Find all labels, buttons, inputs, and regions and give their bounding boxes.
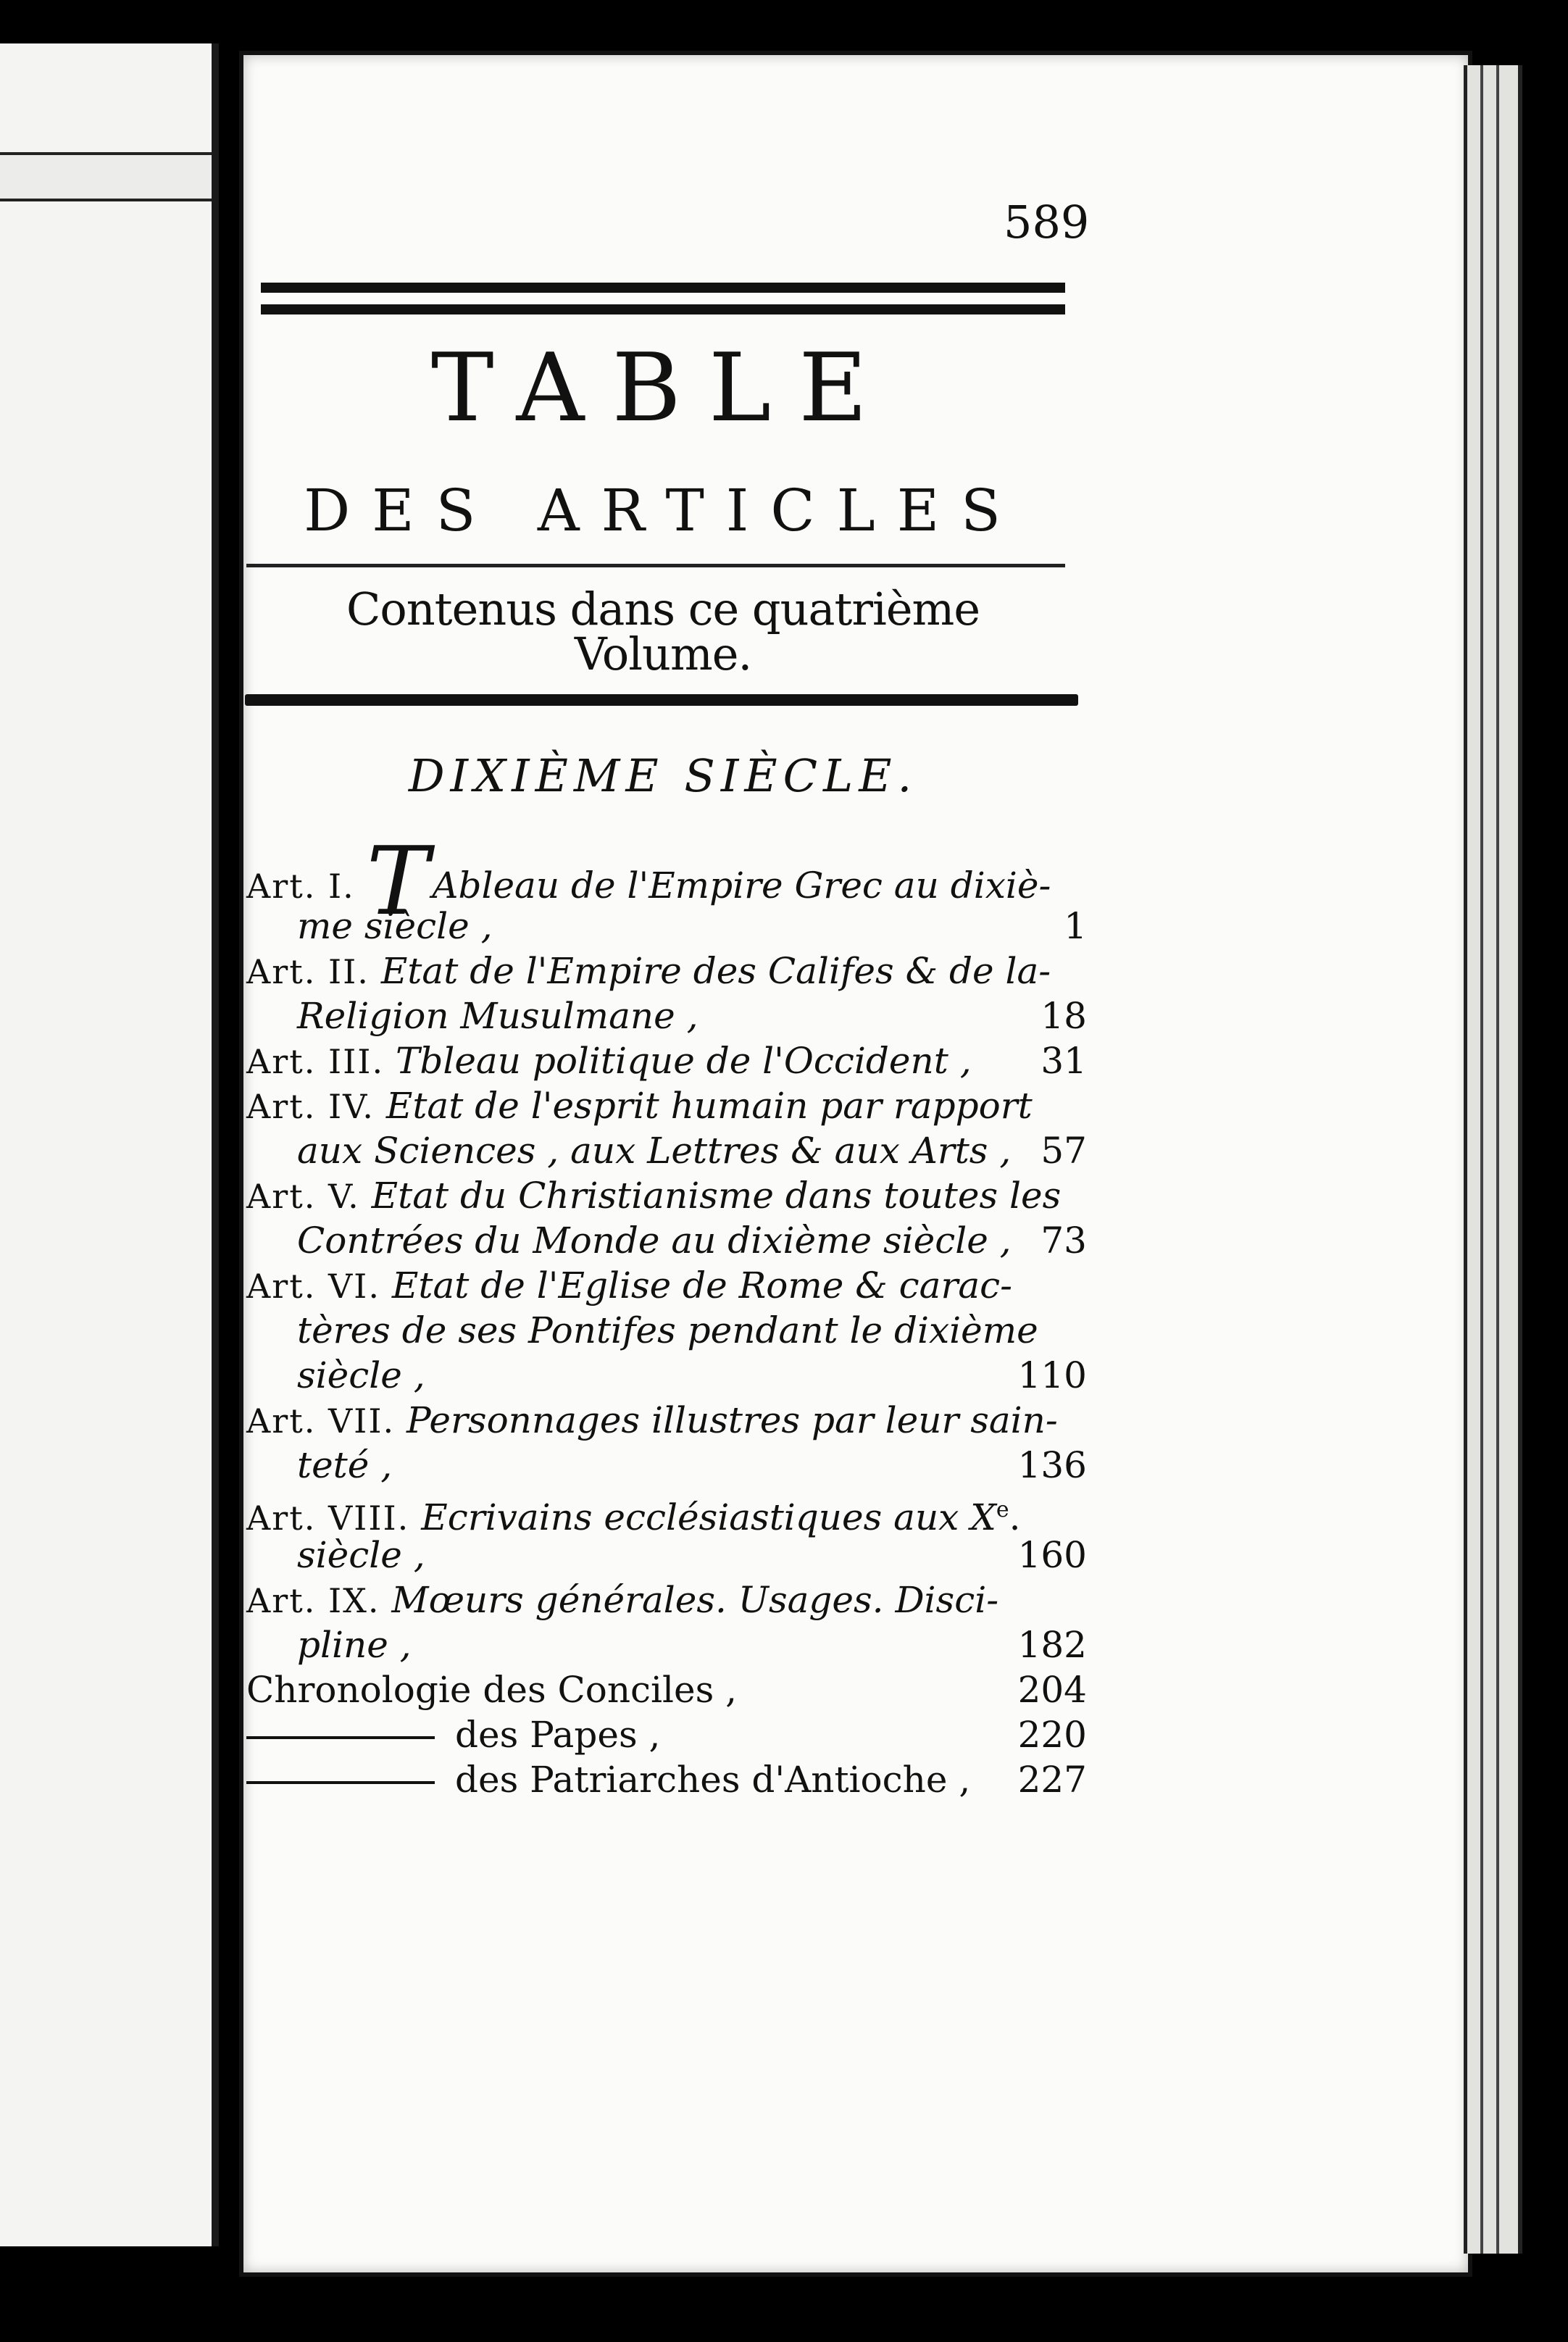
entry-title-line: Tbleau politique de l'Occident , — [395, 1040, 972, 1082]
entry-title-line: tères de ses Pontifes pendant le dixième — [297, 1309, 1038, 1351]
entry-title-line: aux Sciences , aux Lettres & aux Arts , — [297, 1130, 1012, 1172]
entry-page-number: 31 — [1041, 1040, 1087, 1082]
entry-title-line: Etat du Christianisme dans toutes les — [371, 1175, 1062, 1217]
entry-label: Art. III. — [246, 1042, 385, 1081]
toc-entry-art-9[interactable] — [246, 1578, 1087, 1667]
entry-page-number: 204 — [1017, 1669, 1087, 1711]
entry-title-line: pline , — [297, 1624, 412, 1666]
contents-description: Contenus dans ce quatrième Volume. — [346, 583, 980, 680]
ditto-dash — [246, 1736, 435, 1739]
entry-title-line: Etat de l'Empire des Califes & de la- — [380, 950, 1051, 992]
toc-entry-chronology-patriarchs[interactable] — [246, 1757, 1087, 1802]
chronology-title: des Papes , — [455, 1714, 661, 1756]
entry-title-end: . — [1009, 1496, 1021, 1538]
toc-entry-art-1[interactable] — [246, 826, 1087, 949]
entry-page-number: 227 — [1017, 1759, 1087, 1801]
toc-entry-art-2[interactable] — [246, 949, 1087, 1038]
facing-page-fragment — [0, 43, 219, 2246]
entry-label: Art. VI. — [246, 1267, 380, 1306]
toc-entry-art-4[interactable] — [246, 1083, 1087, 1173]
toc-entry-art-7[interactable] — [246, 1398, 1087, 1488]
entry-label: Art. I. — [246, 867, 355, 906]
entry-page-number: 136 — [1017, 1444, 1087, 1486]
toc-entry-art-5[interactable] — [246, 1173, 1087, 1263]
entry-label: Art. VIII. — [246, 1499, 410, 1538]
century-heading: DIXIÈME SIÈCLE. — [408, 749, 918, 802]
entry-page-number: 182 — [1017, 1624, 1087, 1666]
entry-title-line: Contrées du Monde au dixième siècle , — [297, 1220, 1012, 1262]
table-of-contents — [246, 826, 1087, 1802]
entry-label: Art. IV. — [246, 1087, 375, 1126]
entry-title-line: Religion Musulmane , — [297, 995, 698, 1037]
entry-title-line: Etat de l'Eglise de Rome & carac- — [391, 1264, 1013, 1307]
superscript: e — [996, 1497, 1009, 1522]
page-number: 589 — [1004, 196, 1090, 249]
toc-entry-chronology-councils[interactable] — [246, 1667, 1087, 1712]
toc-entry-art-3[interactable] — [246, 1038, 1087, 1083]
entry-page-number: 73 — [1041, 1220, 1087, 1262]
entry-page-number: 110 — [1017, 1354, 1087, 1396]
entry-page-number: 57 — [1041, 1130, 1087, 1172]
double-rule-divider — [261, 283, 1065, 314]
entry-title-line: Etat de l'esprit humain par rapport — [385, 1085, 1033, 1127]
entry-page-number: 220 — [1017, 1714, 1087, 1756]
thick-rule-divider — [245, 694, 1078, 706]
entry-label: Art. V. — [246, 1177, 360, 1216]
chronology-title: Chronologie des Conciles , — [246, 1669, 738, 1711]
entry-title-line: siècle , — [297, 1534, 425, 1576]
entry-title-line: Ableau de l'Empire Grec au dixiè- — [432, 864, 1051, 907]
toc-entry-chronology-popes[interactable] — [246, 1712, 1087, 1757]
entry-page-number: 18 — [1041, 995, 1087, 1037]
entry-page-number: 160 — [1017, 1534, 1087, 1576]
page-title: TABLE — [430, 333, 896, 443]
entry-title-line: Personnages illustres par leur sain- — [406, 1399, 1058, 1441]
page-subtitle: DES ARTICLES — [304, 477, 1022, 544]
entry-label: Art. II. — [246, 952, 370, 991]
entry-title-line: teté , — [297, 1444, 393, 1486]
thin-rule-divider — [246, 564, 1065, 567]
entry-page-number: 1 — [1064, 905, 1087, 947]
toc-entry-art-6[interactable] — [246, 1263, 1087, 1398]
entry-title-line: Ecrivains ecclésiastiques aux X — [421, 1496, 996, 1538]
drop-cap: T — [366, 826, 430, 936]
entry-title-line: me siècle , — [297, 905, 493, 947]
entry-title-line: Mœurs générales. Usages. Disci- — [391, 1579, 999, 1621]
ditto-dash — [246, 1781, 435, 1784]
entry-label: Art. IX. — [246, 1581, 380, 1620]
facing-page-fold — [0, 152, 212, 201]
entry-title-line: siècle , — [297, 1354, 425, 1396]
toc-entry-art-8[interactable] — [246, 1488, 1087, 1578]
chronology-title: des Patriarches d'Antioche , — [455, 1759, 971, 1801]
entry-label: Art. VII. — [246, 1401, 396, 1441]
page-edge-stack — [1464, 65, 1522, 2254]
